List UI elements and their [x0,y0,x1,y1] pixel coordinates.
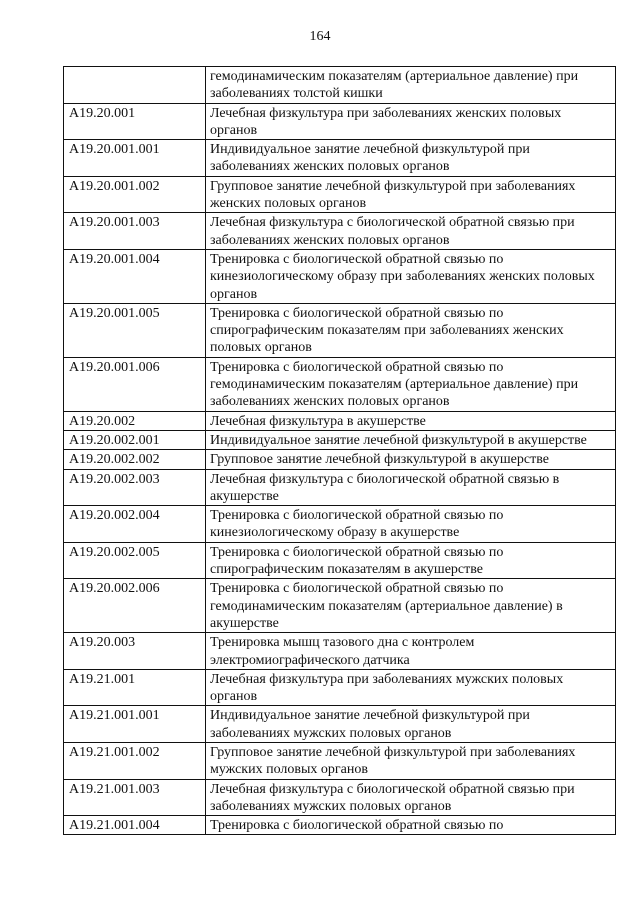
table-row [64,249,616,303]
service-name-cell: Лечебная физкультура с биологической обратной связью при заболеваниях мужских половых органов [206,779,616,816]
service-code-cell: A19.20.001.006 [64,357,206,411]
table-row [64,213,616,250]
service-name-cell: Тренировка с биологической обратной связью по [206,816,616,835]
service-name-cell: Индивидуальное занятие лечебной физкультурой при заболеваниях мужских половых органов [206,706,616,743]
services-table-body [64,67,616,835]
service-code-cell: A19.20.001 [64,103,206,140]
service-code-cell: A19.20.002.006 [64,579,206,633]
service-name-cell: Лечебная физкультура с биологической обратной связью в акушерстве [206,469,616,506]
service-code-cell: A19.21.001.001 [64,706,206,743]
table-row [64,706,616,743]
service-name-cell: Тренировка с биологической обратной связью по спирографическим показателям в акушерстве [206,542,616,579]
service-name-cell: Тренировка с биологической обратной связью по спирографическим показателям при заболеваниях женских половых органов [206,303,616,357]
table-row [64,779,616,816]
table-row [64,176,616,213]
table-row [64,633,616,670]
service-name-cell: Лечебная физкультура с биологической обратной связью при заболеваниях женских половых органов [206,213,616,250]
service-name-cell: Тренировка с биологической обратной связью по кинезиологическому образу при заболеваниях женских половых органов [206,249,616,303]
service-code-cell: A19.20.002.005 [64,542,206,579]
service-name-cell: Лечебная физкультура при заболеваниях женских половых органов [206,103,616,140]
service-name-cell: Лечебная физкультура в акушерстве [206,411,616,430]
table-row [64,816,616,835]
table-row [64,103,616,140]
service-name-cell: Групповое занятие лечебной физкультурой в акушерстве [206,450,616,469]
table-row [64,742,616,779]
table-row [64,430,616,449]
service-code-cell: A19.20.002.001 [64,430,206,449]
service-name-cell: Тренировка мышц тазового дна с контролем электромиографического датчика [206,633,616,670]
table-row [64,357,616,411]
service-code-cell: A19.21.001.003 [64,779,206,816]
service-code-cell: A19.20.001.003 [64,213,206,250]
table-row [64,450,616,469]
service-code-cell: A19.21.001 [64,669,206,706]
service-code-cell: A19.21.001.002 [64,742,206,779]
table-row [64,67,616,104]
service-code-cell: A19.20.001.001 [64,140,206,177]
service-name-cell: Лечебная физкультура при заболеваниях мужских половых органов [206,669,616,706]
table-row [64,411,616,430]
service-name-cell: Групповое занятие лечебной физкультурой при заболеваниях женских половых органов [206,176,616,213]
service-name-cell: гемодинамическим показателям (артериальное давление) при заболеваниях толстой кишки [206,67,616,104]
service-name-cell: Индивидуальное занятие лечебной физкультурой при заболеваниях женских половых органов [206,140,616,177]
service-code-cell: A19.20.002.004 [64,506,206,543]
table-row [64,303,616,357]
table-row [64,579,616,633]
service-code-cell: A19.21.001.004 [64,816,206,835]
services-table [63,66,616,835]
service-code-cell: A19.20.002.003 [64,469,206,506]
service-code-cell: A19.20.002 [64,411,206,430]
service-code-cell: A19.20.001.002 [64,176,206,213]
table-row [64,469,616,506]
table-row [64,669,616,706]
service-name-cell: Групповое занятие лечебной физкультурой при заболеваниях мужских половых органов [206,742,616,779]
table-row [64,542,616,579]
service-code-cell: A19.20.001.005 [64,303,206,357]
table-row [64,506,616,543]
service-name-cell: Тренировка с биологической обратной связью по гемодинамическим показателям (артериальное давление) при заболеваниях женских половых органов [206,357,616,411]
service-code-cell: A19.20.002.002 [64,450,206,469]
service-code-cell: A19.20.001.004 [64,249,206,303]
service-name-cell: Тренировка с биологической обратной связью по гемодинамическим показателям (артериальное давление) в акушерстве [206,579,616,633]
service-name-cell: Индивидуальное занятие лечебной физкультурой в акушерстве [206,430,616,449]
service-code-cell: A19.20.003 [64,633,206,670]
page-number: 164 [309,29,331,44]
table-row [64,140,616,177]
service-code-cell [64,67,206,104]
service-name-cell: Тренировка с биологической обратной связью по кинезиологическому образу в акушерстве [206,506,616,543]
